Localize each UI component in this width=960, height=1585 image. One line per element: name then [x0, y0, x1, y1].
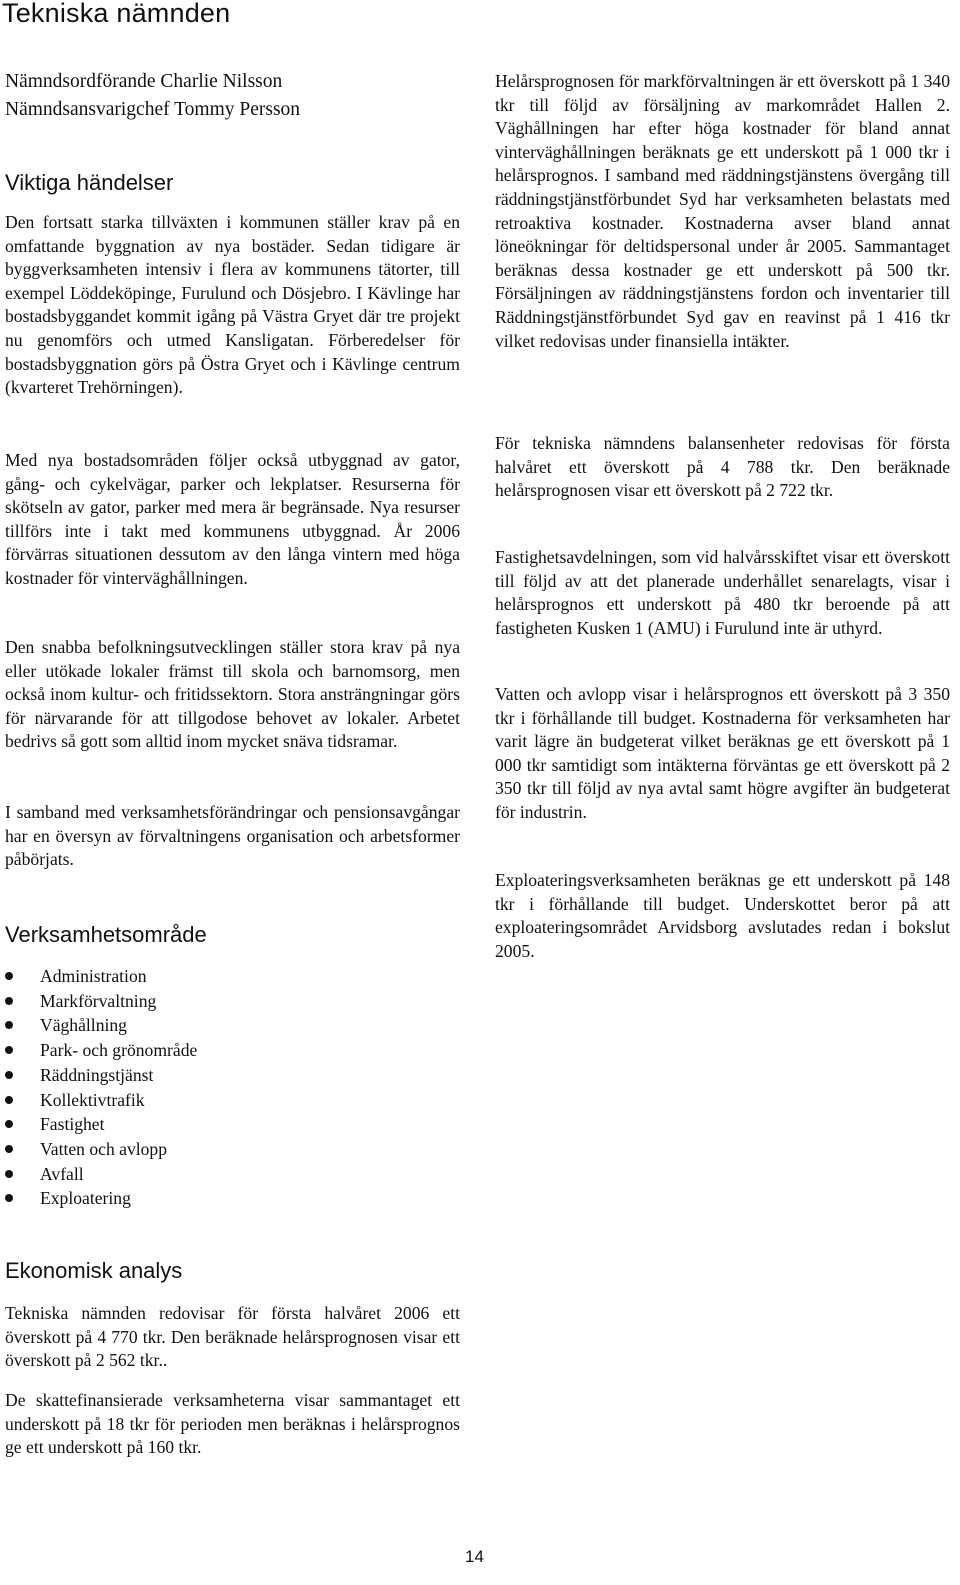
bullet-icon: [5, 1071, 13, 1079]
page-number: 14: [465, 1547, 484, 1566]
header-lines: [5, 68, 460, 124]
right-paragraph-3: Fastighetsavdelningen, som vid halvårsskiftet visar ett överskott till följd av att det planerade underhållet senarelagts, visar i helårsprognos ett underskott på 480 tkr beroende på att fastigheten Kusken 1 (AMU) i Furulund inte är uthyrd.: [495, 547, 950, 638]
bullet-icon: [5, 1145, 13, 1153]
heading-viktiga: Viktiga händelser: [5, 170, 174, 195]
viktiga-paragraph-3: Den snabba befolkningsutvecklingen ställer stora krav på nya eller utökade lokaler främst till skola och barnomsorg, men också inom kultur- och fritidssektorn. Stora ansträngningar görs för närvarande för att tillgodose behovet av lokaler. Arbetet bedrivs så gott som alltid inom mycket snäva tidsramar.: [5, 637, 460, 752]
list-item: Kollektivtrafik: [5, 1088, 460, 1113]
bullet-icon: [5, 1021, 13, 1029]
bullet-icon: [5, 1170, 13, 1178]
viktiga-paragraph-4: I samband med verksamhetsförändringar och pensionsavgångar har en översyn av förvaltningens organisation och arbetsformer påbörjats.: [5, 802, 460, 870]
bullet-icon: [5, 1096, 13, 1104]
right-paragraph-5: Exploateringsverksamheten beräknas ge ett underskott på 148 tkr i förhållande till budget. Underskottet beror på att exploateringsområdet Arvidsborg avslutades redan i bokslut 2005.: [495, 870, 950, 961]
list-item: Administration: [5, 964, 460, 989]
list-item: Markförvaltning: [5, 989, 460, 1014]
heading-verksamhet: Verksamhetsområde: [5, 922, 207, 947]
heading-ekonomisk: Ekonomisk analys: [5, 1258, 183, 1283]
list-item: Park- och grönområde: [5, 1038, 460, 1063]
ekonomisk-paragraph-2: De skattefinansierade verksamheterna visar sammantaget ett underskott på 18 tkr för perioden men beräknas i helårsprognos ge ett underskott på 160 tkr.: [5, 1390, 460, 1458]
bullet-icon: [5, 1046, 13, 1054]
bullet-icon: [5, 1120, 13, 1128]
right-paragraph-1: Helårsprognosen för markförvaltningen är ett överskott på 1 340 tkr till följd av försäljning av markområdet Hallen 2. Väghållningen har efter höga kostnader för bland annat vinterväghållningen beräknats ge ett underskott på 1 000 tkr i helårsprognos. I samband med räddningstjänstens övergång till räddningstjänstförbundet Syd har verksamheten belastats med retroaktiva kostnader. Kostnaderna avser bland annat löneökningar för deltidspersonal under år 2005. Sammantaget beräknas dessa kostnader ge ett underskott på 500 tkr. Försäljningen av räddningstjänstens fordon och inventarier till Räddningstjänstförbundet Syd gav en reavinst på 1 416 tkr vilket redovisas under finansiella intäkter.: [495, 71, 950, 351]
list-item: Avfall: [5, 1162, 460, 1187]
list-item: Fastighet: [5, 1112, 460, 1137]
list-item: Exploatering: [5, 1186, 460, 1211]
verksamhet-list: [5, 964, 460, 1211]
manager-line: Nämndsansvarigchef Tommy Persson: [5, 99, 301, 120]
page-title: Tekniska nämnden: [2, 0, 231, 28]
chair-line: Nämndsordförande Charlie Nilsson: [5, 71, 283, 92]
right-paragraph-4: Vatten och avlopp visar i helårsprognos ett överskott på 3 350 tkr i förhållande till budget. Kostnaderna för verksamheten har varit lägre än budgeterat vilket beräknas ge ett överskott på 1 000 tkr samtidigt som intäkterna förväntas ge ett överskott på 2 350 tkr till följd av nya avtal samt högre avgifter än budgeterat för industrin.: [495, 684, 950, 822]
bullet-icon: [5, 972, 13, 980]
right-paragraph-2: För tekniska nämndens balansenheter redovisas för första halvåret ett överskott på 4 788 tkr. Den beräknade helårsprognosen visar ett överskott på 2 722 tkr.: [495, 433, 950, 501]
list-item: Vatten och avlopp: [5, 1137, 460, 1162]
list-item: Väghållning: [5, 1013, 460, 1038]
ekonomisk-paragraph-1: Tekniska nämnden redovisar för första halvåret 2006 ett överskott på 4 770 tkr. Den beräknade helårsprognosen visar ett överskott på 2 562 tkr..: [5, 1303, 460, 1371]
bullet-icon: [5, 1194, 13, 1202]
viktiga-paragraph-2: Med nya bostadsområden följer också utbyggnad av gator, gång- och cykelvägar, parker och lekplatser. Resurserna för skötseln av gator, parker med mera är begränsade. Nya resurser tillförs inte i takt med kommunens utbyggnad. År 2006 förvärras situationen dessutom av den långa vintern med höga kostnader för vinterväghållningen.: [5, 450, 460, 588]
bullet-icon: [5, 997, 13, 1005]
list-item: Räddningstjänst: [5, 1063, 460, 1088]
viktiga-paragraph-1: Den fortsatt starka tillväxten i kommunen ställer krav på en omfattande byggnation av nya bostäder. Sedan tidigare är byggverksamheten intensiv i flera av kommunens tätorter, till exempel Löddeköpinge, Furulund och Dösjebro. I Kävlinge har bostadsbyggandet kommit igång på Västra Gryet där tre projekt nu genomförs och utmed Kansligatan. Förberedelser för bostadsbyggnation görs på Östra Gryet och i Kävlinge centrum (kvarteret Trehörningen).: [5, 212, 460, 398]
